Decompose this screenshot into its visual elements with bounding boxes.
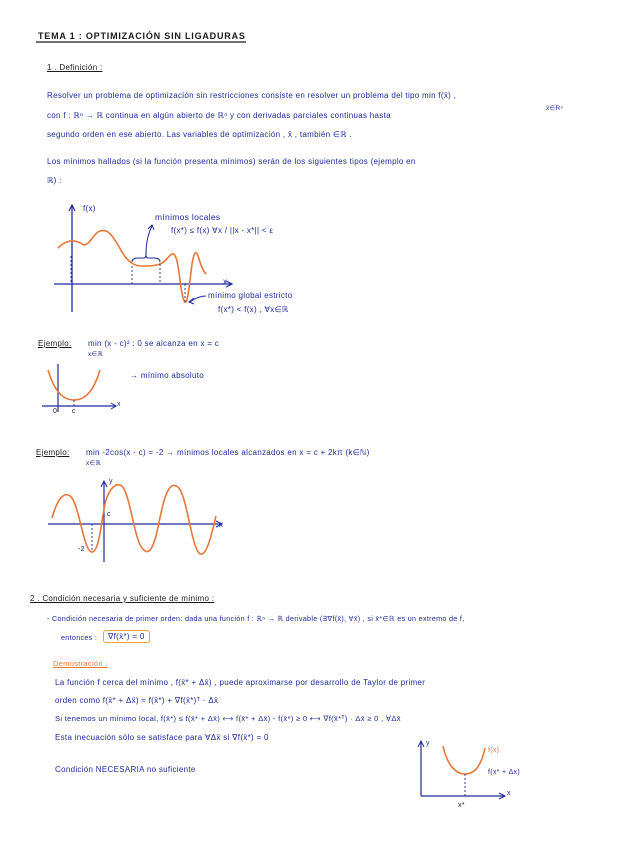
title-underline — [36, 41, 248, 45]
graph1-local-brace — [132, 254, 160, 262]
example1-tick-0: 0 — [53, 408, 58, 415]
example1-note: → mínimo absoluto — [130, 371, 205, 380]
example2-y-label: y — [109, 478, 113, 485]
demonstration-line1: La función f cerca del mínimo , f(x̄* + Δx̄) , puede aproximarse por desarrollo de Taylor de primer — [55, 678, 426, 687]
example1-subscript: x∈ℝ — [88, 351, 103, 358]
example2-subscript: x∈ℝ — [86, 460, 101, 467]
demonstration-line3: Si tenemos un mínimo local, f(x̄*) ≤ f(x̄* + Δx̄) ⟷ f(x̄* + Δx̄) - f(x̄*) ≥ 0 ⟷ ∇f(x̄*ᵀ) · Δx̄ ≥ 0 , ∀Δx̄ — [55, 714, 401, 723]
graph1-x-label: x — [223, 277, 228, 286]
example2-x-label: x — [219, 520, 224, 529]
graph2-y-label: y — [426, 740, 430, 747]
page-title: TEMA 1 : OPTIMIZACIÓN SIN LIGADURAS — [38, 31, 246, 41]
example2-label: Ejemplo: — [36, 448, 70, 457]
section2-bullet-line1: - Condición necesaria de primer orden: dada una función f : ℝⁿ → ℝ derivable (∃∇f(x̄), ∀x̄) , si x̄*∈ℝ es un extremo de f, — [47, 614, 465, 623]
example1-expression: min (x - c)² : 0 se alcanza en x = c — [88, 339, 220, 348]
necessary-condition-conclusion: Condición NECESARIA no suficiente — [55, 765, 196, 774]
section1-para2-line2: ℝ) : — [47, 176, 62, 185]
section1-heading: 1 . Definición : — [47, 63, 103, 72]
graph1-local-arrow — [146, 226, 152, 254]
graph1-local-minima-condition: f(x*) ≤ f(x) ∀x / ||x - x*|| < ε — [171, 226, 274, 235]
example1-parabola — [48, 370, 100, 400]
graph2-x-label: x — [507, 790, 511, 797]
graph1-y-label: f(x) — [83, 204, 96, 213]
demonstration-line2: orden como f(x̄* + Δx̄) ≈ f(x̄*) + ∇f(x̄*)ᵀ · Δx̄ — [55, 696, 219, 705]
section2-number-heading — [30, 594, 214, 603]
example1-x-label: x — [117, 401, 121, 408]
cosine-graph — [40, 476, 240, 576]
demonstration-line4: Esta inecuación sólo se satisface para ∀Δx̄ si ∇f(x̄*) = 0 — [55, 733, 269, 742]
graph1-global-minimum-condition: f(x*) < f(x) , ∀x∈ℝ — [218, 305, 289, 314]
graph1-global-minimum-label: mínimo global estricto — [208, 291, 293, 300]
demonstration-heading: Demostración : — [53, 659, 108, 668]
example2-tick-c: c — [107, 511, 111, 518]
graph2-approximation-label: f(x* + Δx) — [488, 769, 520, 776]
example2-tick-neg2: -2 — [78, 546, 85, 553]
section1-para2-line1: Los mínimos hallados (si la función presenta mínimos) serán de los siguientes tipos (ejemplo en — [47, 157, 416, 166]
graph2-curve-label: f(x) — [488, 747, 500, 754]
gradient-zero-boxed-condition: ∇f(x̄*) = 0 — [103, 630, 150, 643]
example1-tick-c: c — [72, 408, 76, 415]
graph1-local-minima-label: mínimos locales — [155, 212, 221, 222]
section1-para1-line2: con f : ℝⁿ → ℝ continua en algún abierto de ℝⁿ y con derivadas parciales continuas hasta — [47, 111, 391, 120]
graph2-curve — [443, 746, 485, 774]
section2-bullet-line2-prefix: entonces : — [61, 633, 98, 642]
section1-para1-line3: segundo orden en ese abierto. Las variables de optimización , x̄ , también ∈ℝ . — [47, 130, 352, 139]
example2-cosine-curve — [52, 485, 216, 554]
section1-para1-subscript: x̄∈Rⁿ — [546, 105, 564, 112]
section1-para1-line1: Resolver un problema de optimización sin restricciones consiste en resolver un problema del tipo min f(x̄) , — [47, 91, 457, 100]
example2-expression: min -2cos(x - c) = -2 → mínimos locales alcanzados en x = c + 2kπ (k∈ℕ) — [86, 448, 370, 457]
section2-heading: 2 . Condición necesaria y suficiente de mínimo : — [30, 594, 215, 603]
example1-label: Ejemplo: — [38, 339, 72, 348]
graph2-tick-xstar: x* — [458, 802, 465, 809]
